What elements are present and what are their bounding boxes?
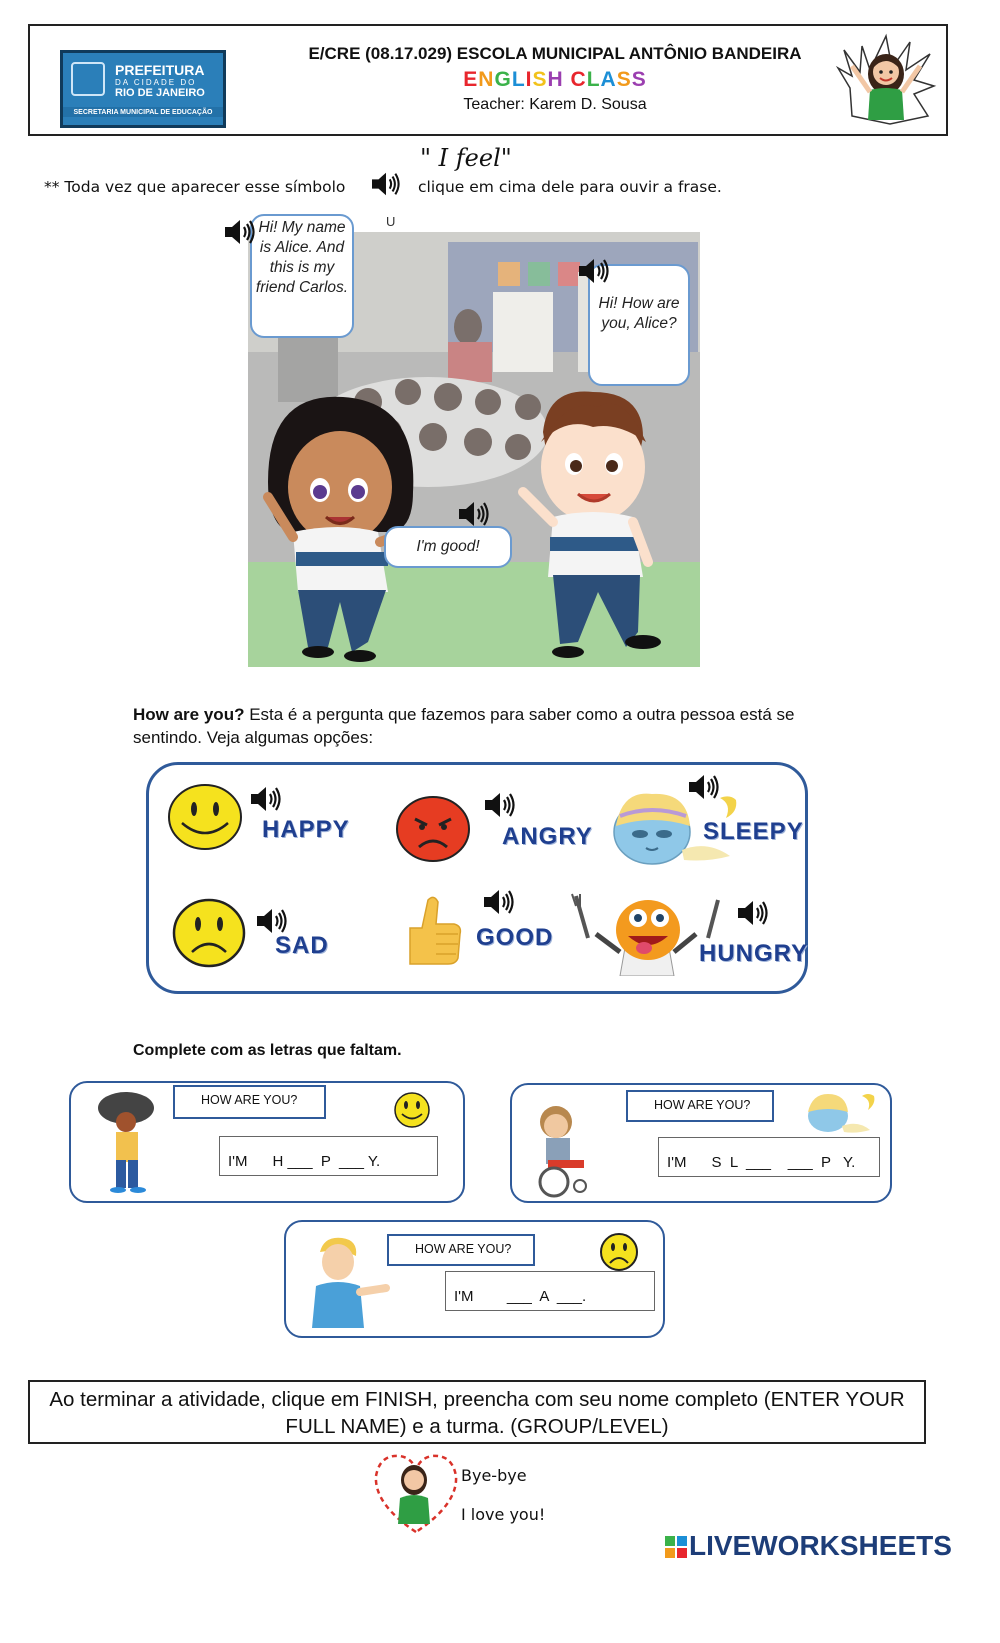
speaker-icon[interactable] [576, 256, 612, 286]
sleepy-face-icon [806, 1092, 878, 1134]
class-title-letter: S [616, 68, 632, 91]
class-title-letter: L [586, 68, 601, 91]
class-title-letter: L [511, 68, 526, 91]
alice-speech-bubble: Hi! My name is Alice. And this is my friend Carlos. [250, 214, 354, 338]
feeling-hungry: HUNGRY [699, 940, 809, 967]
answer-field-sleepy[interactable]: I'M S L ___ ___ P Y. [658, 1137, 880, 1177]
speaker-icon[interactable] [222, 217, 258, 247]
speaker-icon[interactable] [735, 898, 771, 928]
teacher-name: Teacher: Karem D. Sousa [463, 96, 647, 113]
feeling-good: GOOD [476, 924, 554, 951]
class-title [295, 68, 815, 92]
question-explanation [133, 703, 833, 749]
boy-in-wheelchair-icon [534, 1104, 594, 1198]
worksheet-header [28, 24, 948, 136]
thumbs-up-icon [404, 894, 462, 966]
complete-instruction: Complete com as letras que faltam. [133, 1042, 402, 1059]
sad-face-icon [598, 1231, 640, 1273]
answer-field-sad[interactable]: I'M ___ A ___. [445, 1271, 655, 1311]
class-title-letter: C [570, 68, 587, 91]
logo-line-2: DA CIDADE DO [115, 78, 197, 87]
liveworksheets-logo-icon [665, 1536, 687, 1558]
class-title-letter: G [494, 68, 512, 91]
speaker-icon[interactable] [481, 887, 517, 917]
feeling-happy: HAPPY [262, 816, 350, 843]
class-title-letter: S [532, 68, 548, 91]
farewell-line-2: I love you! [461, 1505, 546, 1524]
teacher-avatar-icon [830, 28, 942, 132]
happy-face-icon [166, 783, 244, 851]
feeling-angry: ANGRY [502, 823, 593, 850]
speaker-icon[interactable] [248, 784, 284, 814]
class-title-space [564, 68, 571, 91]
school-name: E/CRE (08.17.029) ESCOLA MUNICIPAL ANTÔNIO BANDEIRA [308, 44, 802, 63]
boy-under-cloud-icon [96, 1088, 160, 1196]
city-crest-icon [71, 62, 105, 96]
class-title-letter: I [525, 68, 533, 91]
lesson-title: " I feel" [420, 144, 512, 172]
speaker-icon[interactable] [686, 772, 722, 802]
class-title-letter: H [547, 68, 564, 91]
carlos-speech-bubble: Hi! How are you, Alice? [588, 264, 690, 386]
class-title-letter: N [478, 68, 495, 91]
alice-reply-bubble: I'm good! [384, 526, 512, 568]
exercise-question: HOW ARE YOU? [387, 1234, 535, 1266]
audio-instruction-before: ** Toda vez que aparecer esse símbolo [44, 178, 346, 196]
logo-line-1: PREFEITURA [115, 62, 205, 78]
prefeitura-logo [60, 50, 226, 128]
feeling-sad: SAD [275, 932, 329, 959]
class-title-letter: S [631, 68, 647, 91]
audio-instruction-after: clique em cima dele para ouvir a frase. [418, 178, 722, 196]
sad-face-icon [172, 898, 246, 968]
speaker-icon[interactable] [368, 170, 404, 198]
happy-face-icon [392, 1090, 432, 1130]
feeling-sleepy: SLEEPY [703, 818, 804, 845]
answer-field-happy[interactable]: I'M H ___ P ___ Y. [219, 1136, 438, 1176]
speaker-icon[interactable] [456, 499, 492, 529]
logo-line-3: RIO DE JANEIRO [115, 87, 205, 99]
class-title-letter: E [463, 68, 479, 91]
exercise-question: HOW ARE YOU? [173, 1085, 326, 1119]
farewell-line-1: Bye-bye [461, 1466, 527, 1485]
question-text: Esta é a pergunta que fazemos para saber como a outra pessoa está se sentindo. Veja algumas opções: [133, 705, 795, 747]
logo-line-4: SECRETARIA MUNICIPAL DE EDUCAÇÃO [63, 107, 223, 117]
liveworksheets-brand[interactable]: LIVEWORKSHEETS [689, 1530, 952, 1561]
exercise-question: HOW ARE YOU? [626, 1090, 774, 1122]
teacher-heart-icon [370, 1452, 462, 1538]
class-title-letter: A [600, 68, 617, 91]
question-bold: How are you? [133, 705, 245, 724]
boy-pointing-icon [302, 1234, 392, 1328]
finish-instructions: Ao terminar a atividade, clique em FINISH, preencha com seu nome completo (ENTER YOUR FULL NAME) e a turma. (GROUP/LEVEL) [28, 1380, 926, 1444]
speaker-icon[interactable] [482, 790, 518, 820]
stray-letter: U [386, 214, 396, 229]
angry-face-icon [395, 795, 471, 863]
